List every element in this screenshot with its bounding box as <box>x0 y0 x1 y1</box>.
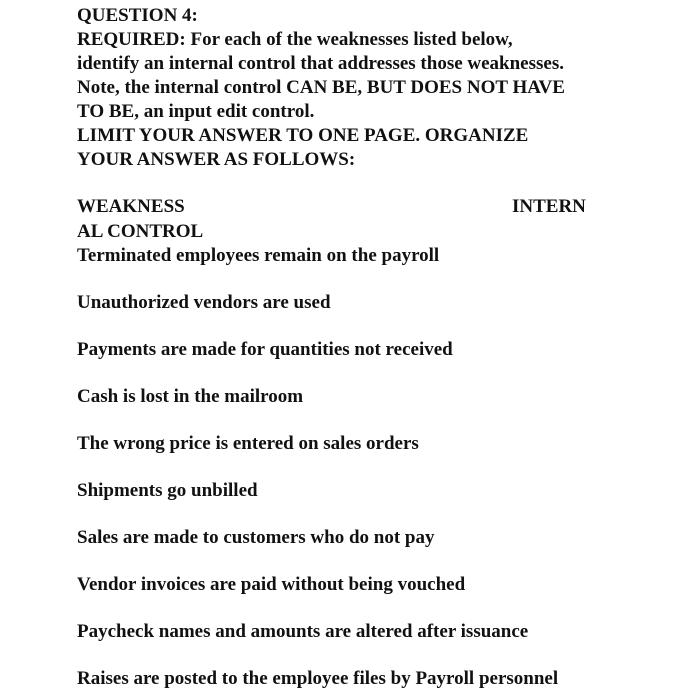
weakness-column-header: WEAKNESS <box>77 196 185 217</box>
internal-control-header-wrap: AL CONTROL <box>77 221 204 242</box>
weakness-item: Vendor invoices are paid without being vouched <box>77 574 466 595</box>
question-title: QUESTION 4: <box>77 5 198 26</box>
instruction-line-6: YOUR ANSWER AS FOLLOWS: <box>77 149 356 170</box>
weakness-item: Payments are made for quantities not received <box>77 339 453 360</box>
instruction-line-1: REQUIRED: For each of the weaknesses listed below, <box>77 29 513 50</box>
question-document <box>77 4 617 691</box>
weakness-item: The wrong price is entered on sales orders <box>77 433 419 454</box>
internal-control-column-header: INTERN <box>512 196 586 217</box>
weakness-item: Terminated employees remain on the payroll <box>77 245 440 266</box>
weakness-item: Shipments go unbilled <box>77 480 258 501</box>
instruction-line-3: Note, the internal control CAN BE, BUT DOES NOT HAVE <box>77 77 565 98</box>
weakness-item: Raises are posted to the employee files by Payroll personnel <box>77 668 559 689</box>
weakness-item: Unauthorized vendors are used <box>77 292 331 313</box>
weakness-item: Sales are made to customers who do not pay <box>77 527 435 548</box>
instruction-line-5: LIMIT YOUR ANSWER TO ONE PAGE. ORGANIZE <box>77 125 529 146</box>
weakness-item: Cash is lost in the mailroom <box>77 386 304 407</box>
instruction-line-4: TO BE, an input edit control. <box>77 101 315 122</box>
spacer <box>77 172 617 196</box>
weakness-item: Paycheck names and amounts are altered after issuance <box>77 621 529 642</box>
instruction-line-2: identify an internal control that addresses those weaknesses. <box>77 53 564 74</box>
table-header <box>77 196 617 220</box>
